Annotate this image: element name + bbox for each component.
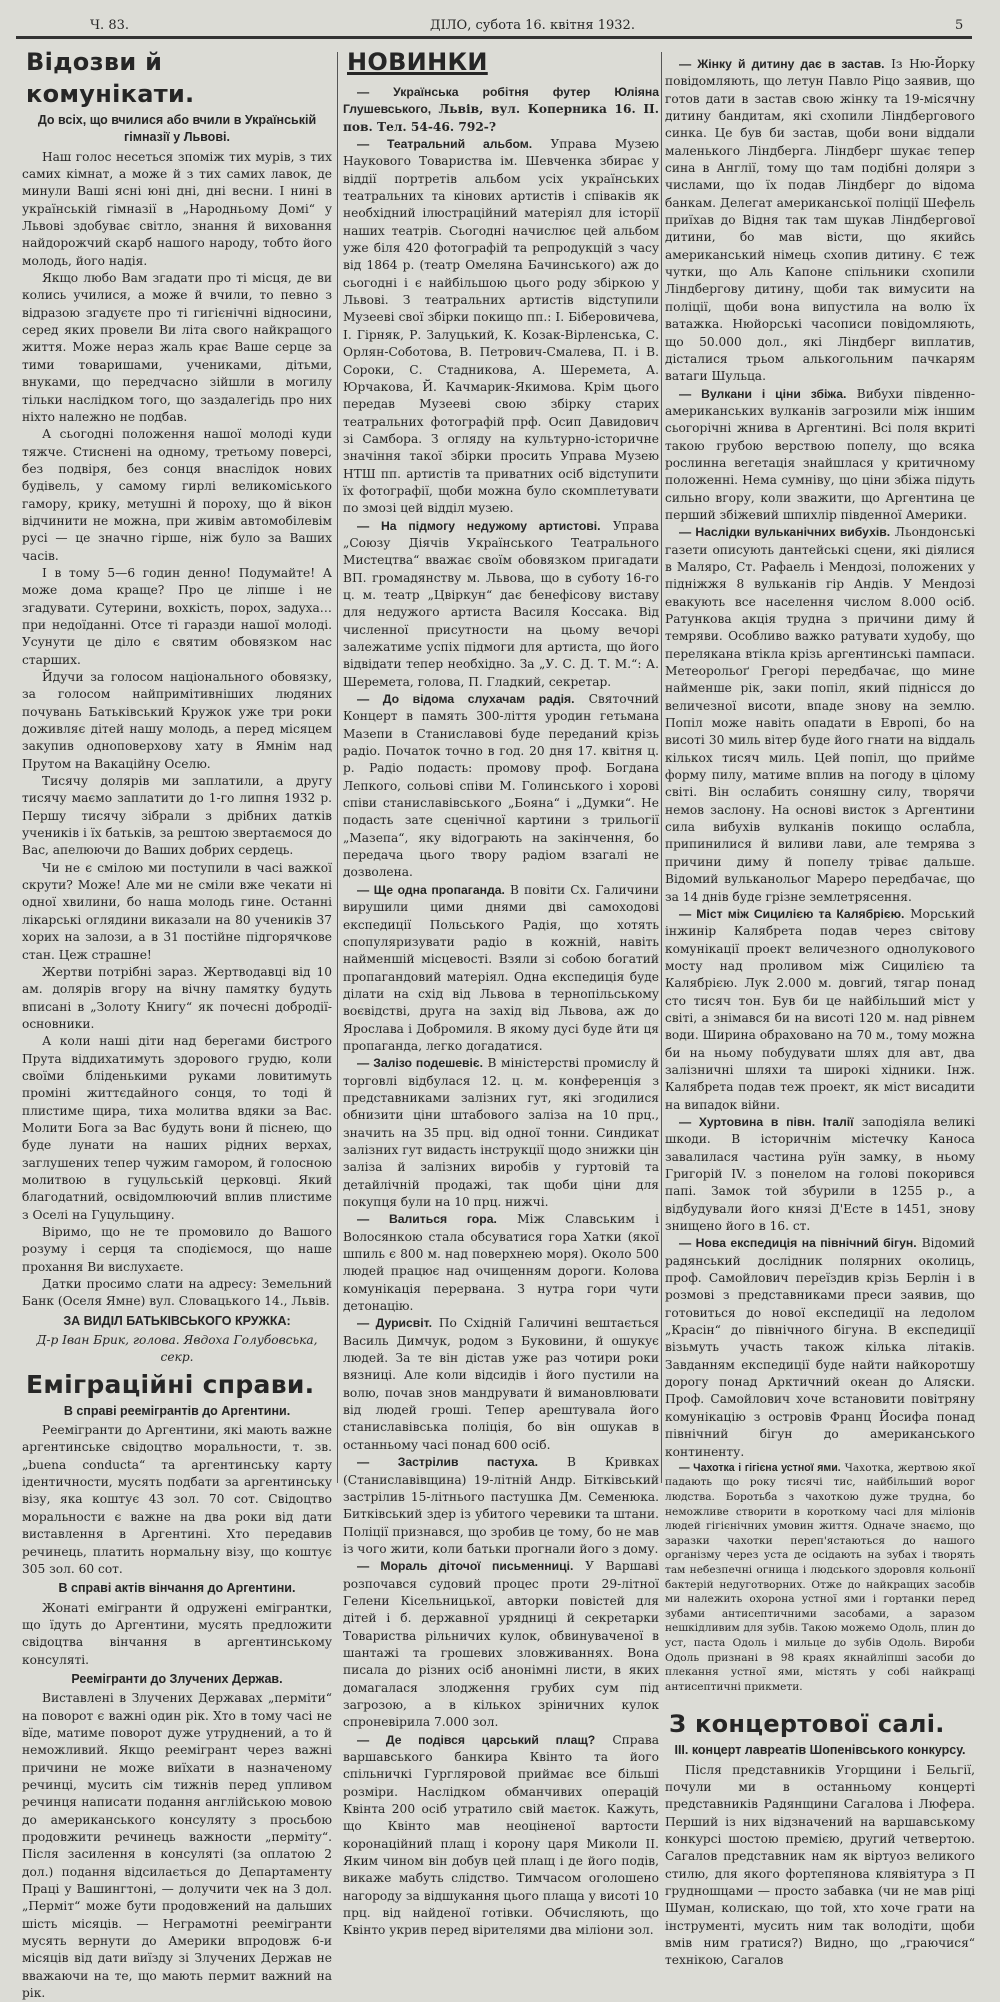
section-title-emigration: Еміграційні справи. [26,1369,315,1399]
news-text: Управа „Союзу Діячів Українського Театрального Мистецтва“ вважає своїм обовязком пригадати ВП. громадянству м. Львова, що в суботу 16-го ц. м. театр „Цвіркун“ дає бенефісову виставу для недужого артиста Василя Коссака. Від численної присутности на цьому вечорі залежатиме успіх підмоги для артиста, що його відвідати тепер необхідно. За „У. С. Д. Т. М.“: А. Шеремета, голова, П. Гладкий, секретар. [343,518,659,689]
appeal-paragraph: Віримо, що не те промовило до Вашого розуму і серця та сподіємося, що наше прохання Ви вислухаєте. [22,1225,332,1274]
masthead: ДІЛО, субота 16. квітня 1932. [430,18,635,33]
concert-text: Після представників Угорщини і Бельгії, почули ми в останньому концерті представників Радянщини Сагалова і Люфера. Перший із них відзначений на варшавському конкурсі шостою премією, другий четвертою. Сагалов представник нам як віртуоз великого стилю, для якого фортепянова клявіятура з П грудношцами — просто забавка (чи не мав ріці Шуман, колискаю, що той, хто хоче грати на інструменті, мусить ним так володіти, щоби вмів ним гратися?) Видно, що „граючися“ технікою, Сагалов [665,1762,975,1968]
news-item [665,906,975,1114]
column-appeals [22,44,332,2002]
emigration-subhead: В справі реемігрантів до Аргентини. [63,1403,291,1418]
concert-subtitle: III. концерт лавреатів Шопенівського конкурсу. [674,1743,966,1758]
news-text: Чахотка, жертвою якої падають що року тисячі тис, найбільший ворог людства. Боротьба з чахоткою дуже трудна, бо неможливе створити в короткому часі для міліонів людей гігієнічних умовин життя. Одначе знаємо, що заразки чахотки переп'ястаються до нашого організму через уста де осідають на зубах і творять там небезпечні огнища і людського здоровля кольонії бактерій недуготворних. Отже до найкращих засобів ми належить охорона устної ями і гортанки перед зубами антисептичними засобами, а заразом нешкідливим для зубів. Такою можемо Одоль, плин до уст, паста Одоль і мильце до зубів Одоль. Вироби Одоль признані в 98 краях якнайліпші засоби до плекання устної ями, містять у собі найкращі антисептичні прикмети. [665,1461,975,1693]
news-item [343,1558,659,1731]
news-headline: — На підмогу недужому артистові. [357,518,601,533]
page-number: 5 [955,18,964,33]
news-headline: — Театральний альбом. [357,137,533,152]
news-headline: — Українська робітня футер Юліяна Глушевського, [343,85,659,117]
news-headline: — Де подівся царський плащ? [357,1732,596,1747]
news-item [665,56,975,386]
news-text: В міністерстві промислу й торговлі відбулася 12. ц. м. конференція з представниками залізних гут, які згодилися обнизити ціни штабового заліза на 10 прц., значить на 35 прц. від одної тонни. Синдикат залізних гут видасть інструкції щодо знижки цін заліза й залізних виробів у гуртовій та детайлічній продажі, так щоби ціни для покупця були на 10 прц. нижчі. [343,1056,659,1209]
emigration-subhead: В справі актів вінчання до Аргентини. [58,1581,296,1596]
news-text: По Східній Галичині вештається Василь Димчук, родом з Буковини, й ошукує людей. За те він дістав уже раз чотири роки вязниці. Але коли відсидів і його пустили на волю, почав знов мандрувати й вимановлювати від людей гроші. Тепер арештувала його станиславівська поліція, бо він ошукав в останньому часі понад 600 осіб. [343,1316,659,1452]
news-headline: — Хуртовина в півн. Італії [679,1114,854,1129]
appeal-paragraph: Чи не є смілою ми поступили в часі важкої скрути? Може! Але ми не сміли вже чекати ні одної хвилини, бо наша молодь гине. Останні лікарські оглядини виказали на 80 учеників 37 хорих на залози, а в 31 постійне підгорячкове стан. Цеж страшне! [22,860,332,962]
page-header [30,18,970,34]
news-item [665,1235,975,1460]
news-item [665,1114,975,1235]
news-headline: — До відома слухачам радія. [357,692,575,707]
column-news [343,44,659,1940]
news-item [343,691,659,882]
news-text: Відомий радянський дослідник полярних околиць, проф. Самойлович переїздив крізь Берлін і в розмові з представниками преси заявив, що готовиться до нової експедиції на ледолом „Красін“ до північного бігуна. В експедиції візьмуть участь також кілька літаків. Завданням експедиції буде найти найкоротшу дорогу понад Арктичний океан до Аляски. Проф. Самойлович хоче встановити повітряну комунікацію з островів Франц Йосифа понад північний бігун до американського континенту. [665,1236,976,1459]
news-headline: — Вулкани і ціни збіжа. [679,386,847,401]
news-item [665,524,975,906]
news-text: Вибухи південно-американських вулканів загрозили між іншим сьогорічні жнива в Аргентині. Всі поля вкриті такою грубою верствою попелу, що всяка рослинна вегетація знайшлася у критичному положенні. Нема сумніву, що ціни збіжа підуть сильно вгору, коли зважити, що Аргентина це перший збіжевий шпихлір південної Америки. [665,386,975,522]
news-headline: — Міст між Сицилією та Калябрією. [679,906,905,921]
news-text: Із Ню-Йорку повідомляють, що летун Павло Ріцо заявив, що готов дати в застав свою жінку та 19-місячну дитину бандитам, які схопили Ліндбергового синка. Це був би застав, щоби вони віддали маленького Ліндберга. Ліндберг шукає тепер сина в Англії, тому що там подібні доляри з числами, що їх подав Ліндберг до відома банкам. Делегат американської поліції Шефель приїхав до Відня так там шукав Ліндбергової дитини, бо мав вісти, що якийсь американський німець схопив дитину. Є теж чутки, що Аль Капоне спільники схопили Ліндбергову дитину, щоби так вимусити на поліції, щоби вона випустила на волю їх ватажка. Нюйорські часописи повідомляють, що 50.000 дол., які Ліндберг виплатив, дісталися трьом алькогольним пачкарям ватаги Шульца. [665,57,976,384]
emigration-paragraph: Жонаті емігранти й одружені емігрантки, що їдуть до Аргентини, мусять предложити свідоцтва вінчання в аргентинському консуляті. [22,1600,332,1667]
news-text: Управа Музею Наукового Товариства ім. Шевченка збирає у віддії портретів альбом усіх українських театральних та кінових артистів і співаків як необхідний ілюстраційний матеріял для історії наших театрів. Сьогодні начислює цей альбом уже біля 420 фотографій та репродукцій з часу від 1864 р. (театр Омеляна Бачинського) аж до сьогодні і є найбільшою цього роду збіркою у Львові. З театральних артистів відступили Музееві свої збірки покищо пп.: І. Біберовичева, І. Гірняк, Р. Залуцький, К. Козак-Вірленська, С. Орлян-Соботова, В. Петрович-Смалева, П. і В. Сороки, С. Стадникова, А. Шеремета, А. Юрчакова, Й. Качмарик-Якимова. Крім цього передав Музееві свою збірку старих театральних фотографій прф. Осип Давидович зі Самбора. З огляду на культурно-історичне значіння такої збірки просить Управа Музею НТШ пп. артистів та приватних осіб відступити їх фотографії, щоби можна було скомплетувати по змозі цей відділ музею. [343,137,659,516]
appeal-subtitle: До всіх, що вчилися або вчили в Українській гімназії у Львові. [37,113,317,145]
section-title-concert: З концертової салі. [669,1710,945,1739]
news-item [343,84,659,136]
column-news-continued [665,44,975,1970]
emigration-paragraph: Реемігранти до Аргентини, які мають важне аргентинське свідоцтво моральности, т. зв. „buena conducta“ та аргентинську карту ідентичности, мусять подбати за аргентинську візу, яка коштує 43 зол. 70 сот. Свідоцтво моральности є важне на два роки від дати виставлення в Аргентині. Хто передавив речинець, платить нормальну візу, що коштує 305 зол. 60 сот. [22,1423,332,1576]
news-text: Справа варшавського банкира Квінто та його спільничкі Гургляровой приймає все більші розміри. Наслідком обманчивих операцій Квінта 200 осіб утратило свій маєток. Кажуть, що Квінто мав неоціненої вартости коронаційний плащ і корону царя Миколи II. Яким чином він добув цей плащ і де його подів, викаже мабуть слідство. Тимчасом оголошено нагороду за відшукання цього плаща у висоті 10 прц. від найденої готівки. Обчисляють, що Квінто укрив перед вірителями два міліони зол. [343,1732,660,1938]
header-rule [16,36,972,39]
news-item [343,882,659,1055]
section-title-appeals: Відозви й комунікати. [26,48,195,108]
appeal-paragraph: А коли наші діти над берегами бистрого Прута віддихатимуть здорового грудю, коли своїми бліденькими руками ловитимуть проміні життєдайного сонця, то тоді й плистиме щира, тиха молитва вдяки за Вас. Молити Бога за Вас будуть вони й піснею, що буде лунати на наших рідних верхах, заглушених тепер чужим гамором, й голосною молитвою в гуцульській церковці. Який благодатний, освідомлюючий вплив плистиме з Оселі на Гуцульщину. [22,1034,332,1222]
news-headline: — Чахотка і гігієна устної ями. [679,1461,841,1474]
appeal-paragraph: А сьогодні положення нашої молоді куди тяжче. Стиснені на одному, третьому поверсі, без подвіря, без сонця внаслідок нових будівель, у самому гирлі великоміського гамору, крику, метушні й пороху, що й вікон відчинити не можна, при живім автомобілевім русі — це значно гірше, ніж було за Ваших часів. [22,427,332,563]
appeal-paragraph: Якщо любо Вам згадати про ті місця, де ви колись училися, а може й вчили, то певно з відразою згадуєте про ті гигієнічні відносини, серед яких провели Ви літа свого найкращого життя. Може нераз жаль крає Ваше серце за тими товаришами, учениками, дітьми, внуками, що передчасно зійшли в могилу тільки наслідком того, що заздалегідь про них ніхто належно не подбав. [22,271,332,424]
news-item [343,1732,659,1940]
signature-names: Д-р Іван Брик, голова. Явдоха Голубовська, секр. [36,1333,318,1365]
news-text: У Варшаві розпочався судовий процес проти 29-літної Гелени Кісельницької, авторки повістей для дітей і б. державної урядниці й секретарки Товариства рільничих кулок, обвинуваченої в шантажі та грошевих зловживаннях. Вона писала до різних осіб анонімні листи, в яких домагалася злодження грубих сум під загрозою, а в кількох зріничних кулок спроневірила 7.000 зол. [343,1559,660,1730]
news-item [343,518,659,691]
news-headline: — Залізо подешевіє. [357,1056,484,1071]
news-text: В повіти Сх. Галичини вирушили цими днями дві самоходові експедиції Польського Радія, що хотять спопуляризувати радіо в кожній, навіть найменшій місцевості. Взяли зі собою богатий пропагандовий матеріял. Одна експедиція буде ділати на схід від Львова в тернопільському воєвідстві, друга на захід від Львова, аж до Ярослава і Добромиля. В якому дусі буде йти ця пропаганда, легко догадатися. [343,882,659,1053]
emigration-subhead: Реемігранти до Злучених Держав. [71,1671,283,1686]
news-headline: — Наслідки вульканічних вибухів. [679,525,891,540]
news-item [343,1211,659,1315]
news-item [343,1315,659,1454]
emigration-body [22,1403,332,2002]
news-text: Між Славським і Волосянкою стала обсуватися гора Хатки (якої шпиль є 800 м. над поверхнею моря). Около 500 людей працює над очищенням дороги. Колова комунікація перервана. З нутра гори чути детонацію. [343,1212,659,1314]
section-title-news: НОВИНКИ [347,48,488,76]
issue-number: Ч. 83. [90,18,129,33]
news-item [343,136,659,518]
appeal-paragraph: Датки просимо слати на адресу: Земельний Банк (Оселя Ямне) вул. Словацького 14., Львів. [22,1277,332,1309]
news-headline: — Дурисвіт. [357,1316,432,1331]
news-list-continued [665,56,975,1694]
column-divider [337,52,338,1483]
news-item [665,1461,975,1695]
news-headline: — Валиться гора. [357,1212,497,1227]
signature-org: ЗА ВИДІЛ БАТЬКІВСЬКОГО КРУЖКА: [63,1313,291,1328]
appeal-paragraph: Тисячу долярів ми заплатили, а другу тисячу маємо заплатити до 1-го липня 1932 р. Першу тисячу зібрали з дрібних датків учеників і їх батьків, за рештою звертаємося до Вас, апелюючи до Ваших добрих сердець. [22,774,332,858]
news-text: Львів, вул. Коперника 16. II. пов. Тел. 54-46. 792-? [343,102,660,134]
news-headline: — Застрілив пастуха. [357,1455,539,1470]
news-headline: — Жінку й дитину дає в застав. [679,57,885,71]
appeal-paragraph: Наш голос несеться зпоміж тих мурів, з тих самих кімнат, а може й з тих самих лавок, де минули Ваші ясні юні дні, дні весни. І нині в українській гімназії в „Народньому Домі“ у Львові здобуває світло, знання й виховання найдорожчий скарб нашого народу, тобто його молодь, його надія. [22,149,332,268]
news-text: Льондонські газети описують дантейські сцени, які діялися в Маляро, Ст. Рафаель і Мендозі, положених у підніжжя 8 вульканів гір Андів. У Мендозі евакують все населення числом 8.000 осіб. Ратункова акція трудна з причини диму й темряви. Особливо важко ратувати худобу, що перелякана втікла крізь аргентинські пампаси. Метеорольоґ Грегорі передбачає, що мине найменше рік, заки попіл, який піднісся до величезної висоти, впаде знову на землю. Попіл може навіть опадати в Европі, бо на висоті 30 миль вітер буде його гнати на віддаль кількох тисяч миль. Цей попіл, що прийме форму пилу, матиме вплив на погоду в цілому світі. Він ослабить соняшну силу, творячи немов заслону. На основі висток з Аргентини сила вибухів вулканів покищо ослабла, припинилися й виливи лави, але темрява з причини диму й попелу тріває дальше. Відомий вульканольог Мареро передбачає, що за 14 днів буде грізне землетрясення. [665,525,975,904]
news-item [343,1454,659,1558]
news-headline: — Нова експедиція на північний бігун. [679,1236,917,1251]
news-text: Морський інжинір Калябрета подав через світову комунікації проект величезного однолукового мосту над проливом між Сицилією та Калябрією. Лук 2.000 м. довгий, тягар понад сто тисяч тон. Був би це найбільший міст у світі, а знімався би на висоті 120 м. над рівнем води. Ширина обраховано на 70 м., тому можна би на ньому побудувати шлях для авт, два залізничні шляхи та широкі хідники. Інж. Калябрета подав теж проект, як міст висадити на випадок війни. [665,906,976,1112]
appeal-paragraph: Йдучи за голосом національного обовязку, за голосом найпримітивніших людяних почувань Батьківський Кружок уже три роки доживляє дітей нашу молодь, а перед місяцем закупив одноповерхову хату в Ямнім над Прутом на Вакаційну Оселю. [22,670,332,771]
appeal-paragraph: Жертви потрібні зараз. Жертводавці від 10 ам. долярів вгору на вічну памятку будуть вписані в „Золоту Книгу“ як почесні добродії-основники. [22,964,332,1031]
column-divider [661,52,662,1483]
news-headline: — Ще одна пропаганда. [357,882,505,897]
news-text: В Кривках (Станиславівщина) 19-літній Андр. Бітківський застрілив 15-літнього пастушка Дм. Семенюка. Битківський здер із убитого черевики та штани. Поліції признався, що зробив це тому, бо не мав із чого жити, коли батьки прогнали його з дому. [343,1455,659,1556]
news-item [665,386,975,525]
appeal-paragraph: І в тому 5—6 годин денно! Подумайте! А може дома краще? Про це ліпше і не згадувати. Сутерини, вохкість, порох, задуха… при недоїданні. Отсе ті гаразди нашої молоді. Усунути це діло є святим обовязком нас старших. [22,565,332,667]
news-headline: — Мораль діточої письменниці. [357,1559,574,1574]
news-text: заподіяла великі шкоди. В історичнім містечку Каноса завалилася частина руїн замку, в ньому Григорій IV. з понелом на голові покорився папі. Замок той збурили в 1255 р., а відбудували його князі Д'Есте в 1451, знову знищено його в 16. ст. [665,1114,975,1234]
emigration-paragraph: Виставлені в Злучених Державах „перміти“ на поворот є важні один рік. Хто в тому часі не вїде, матиме поворот дуже утруднений, а то й неможливий. Якщо реемігрант через важні причини не може виїхати в назначеному речинці, мусить сім тижнів перед упливом речинця написати подання англійською мовою до американського консуляту з просьбою продовжити речинець важности „перміту“. Після засилення в консуляті (за оплатою 2 дол.) подання відсилається до Департаменту Праці у Вашингтоні, — долучити чек на 3 дол. „Перміт“ може бути продовжений на дальших шість місяців. — Неграмотні реемігранти мусять вернути до Америки впродовж 6-и місяців від дати виїзду зі Злучених Держав не вважаючи на те, що мають пермит важний на рік. [22,1691,332,2001]
news-item [343,1055,659,1211]
news-list [343,84,659,1940]
appeal-body [22,149,332,1311]
news-text: Святочний Концерт в память 300-ліття уродин гетьмана Мазепи в Станиславові буде переданий крізь радіо. Початок точно в год. 20 дня 17. квітня ц. р. Радіо подасть: промову проф. Богдана Лепкого, сольові співи М. Голинського і хорові співи станиславівського „Бояна“ і „Думки“. Не подасть зате сценічної картини з трильогії „Мазепа“, яку відограють на закінчення, бо передача цього твору радіом взагалі не дозволена. [343,692,659,880]
